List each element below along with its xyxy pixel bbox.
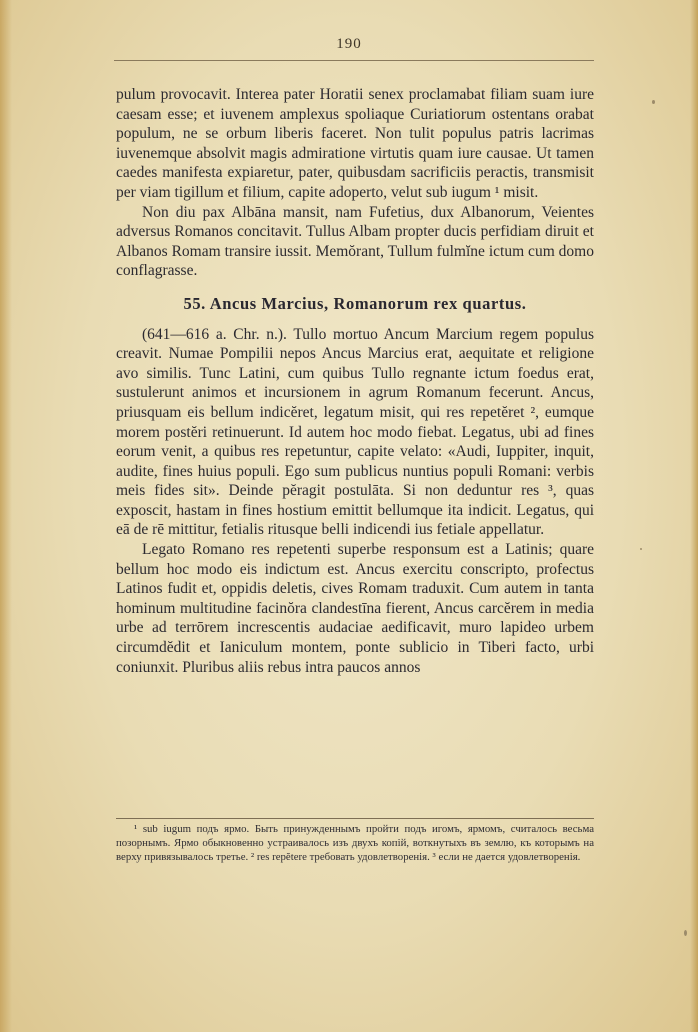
body-text (116, 85, 594, 677)
paper-speck (640, 548, 642, 550)
page-edge-shadow-right (690, 0, 698, 1032)
paragraph: (641—616 a. Chr. n.). Tullo mortuo Ancum Marcium regem populus creavit. Numae Pompilii nepos Ancus Marcius erat, aequitate et religione avo similis. Tunc Latini, cum quibus Tullo regnante ictum foedus erat, sustulerunt animos et incursionem in agrum Romanum fecerunt. Ancus, priusquam eis bellum indicĕret, legatum misit, qui res repetĕret ², eumque morem postĕri retinuerunt. Id autem hoc modo fiebat. Legatus, ubi ad fines eorum venit, a quibus res repetuntur, capite velato: «Audi, Iuppiter, inquit, audite, fines huius populi. Ego sum publicus nuntius populi Romani: verbis meis fides sit». Deinde pĕragit postulāta. Si non deduntur res ³, quas exposcit, hastam in fines hostium emittit bellumque ita indicit. Legatus, qui eā de rē mittitur, fetialis ritusque belli indicendi ius fetiale appellatur. (116, 325, 594, 539)
header-rule (114, 60, 594, 61)
paragraph: Legato Romano res repetenti superbe responsum est a Latinis; quare bellum hoc modo eis indictum est. Ancus exercitu conscripto, profectus Latinos fudit et, oppidis deletis, cives Romam traduxit. Cum autem in tanta hominum multitudine facinŏra clandestīna fierent, Ancus carcĕrem in media urbe ad terrōrem increscentis audaciae aedificavit, muro lapideo urbem circumdĕdit et Ianiculum montem, ponte sublicio in Tiberi facto, urbi coniunxit. Pluribus aliis rebus intra paucos annos (116, 541, 594, 676)
paragraph: Non diu pax Albāna mansit, nam Fufetius, dux Albanorum, Veientes adversus Romanos concitavit. Tullus Albam propter ducis perfidiam diruit et Albanos Romam transire iussit. Memŏrant, Tullum fulmĭne ictum cum domo conflagrasse. (116, 203, 594, 280)
footnotes: ¹ sub iugum подъ ярмо. Быть принужденнымъ пройти подъ игомъ, ярмомъ, считалось весьма позорнымъ. Ярмо обыкновенно устраивалось изъ двухъ копій, воткнутыхъ въ землю, къ которымъ на верху привязывалось третье. ² res repĕtere требовать удовлетворенія. ³ если не дается удовлетворенія. (116, 823, 594, 863)
section-heading: 55. Ancus Marcius, Romanorum rex quartus. (183, 293, 527, 313)
footnote-rule (116, 818, 594, 819)
page-number: 190 (336, 36, 362, 52)
paragraph: pulum provocavit. Interea pater Horatii senex proclamabat filiam suam iure caesam esse; et iuvenem amplexus spoliaque Curiatiorum ostentans orabat populum, ne se orbum liberis faceret. Non tulit populus patris lacrimas iuvenemque absolvit magis admiratione virtutis quam iure causae. Ut tamen caedes manifesta expiaretur, pater, quibusdam sacrificiis peractis, transmisit per viam tigillum et filium, capite adoperto, velut sub iugum ¹ misit. (116, 86, 594, 201)
page-edge-shadow-left (0, 0, 12, 1032)
paper-speck (684, 930, 687, 936)
paper-speck (652, 100, 655, 104)
